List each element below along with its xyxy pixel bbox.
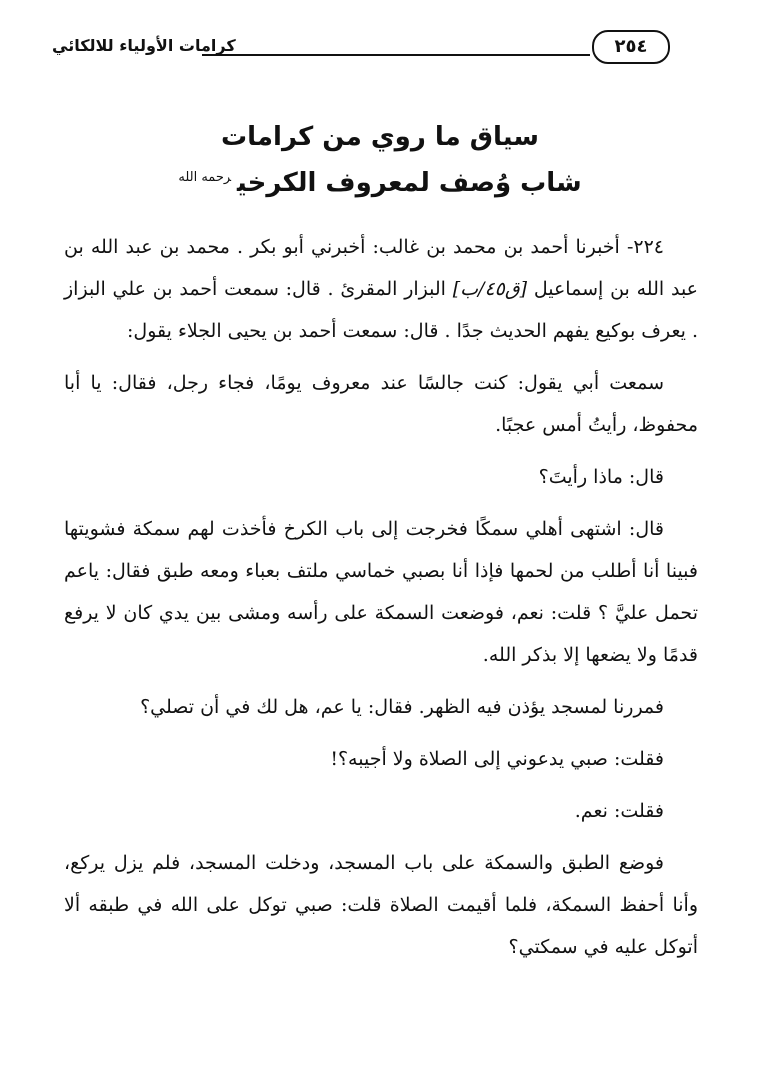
paragraph-4: قال: اشتهى أهلي سمكًا فخرجت إلى باب الكرخ فأخذت لهم سمكة فشويتها فبينا أنا أطلب من لحمها فإذا أنا بصبي خماسي ملتف بعباء ومعه طبق فقال: ياعم تحمل عليَّ ؟ قلت: نعم، فوضعت السمكة على رأسه ومشى بين يدي كان لا يرفع قدمًا ولا يضعها إلا بذكر الله. <box>64 518 698 666</box>
body-text <box>64 226 698 978</box>
section-title-line-1-text: سياق ما روي من كرامات <box>221 122 539 152</box>
section-title-line-1 <box>60 122 700 152</box>
paragraph-isnad-part-1: ٢٢٤- أخبرنا أحمد بن محمد بن غالب: أخبرني أبو بكر . محمد بن عبد الله بن عبد الله بن إسماعيل <box>64 236 699 300</box>
paragraph-7: فقلت: نعم. <box>574 800 664 822</box>
paragraph-isnad-part-2: البزار المقرئ . قال: سمعت أحمد بن علي البزاز . يعرف بوكيع يفهم الحديث جدًا . قال: سمعت أحمد بن يحيى الجلاء يقول: <box>64 278 698 342</box>
manuscript-reference: [ق٤٥/ب] <box>452 278 528 300</box>
running-header <box>52 30 670 70</box>
section-title-line-2-text: شاب وُصف لمعروف الكرخي <box>237 168 582 198</box>
paragraph-6: فقلت: صبي يدعوني إلى الصلاة ولا أجيبه؟! <box>330 748 664 770</box>
paragraph-isnad <box>64 226 698 352</box>
honorific-mark: رحمه الله <box>178 170 232 186</box>
paragraph-3: قال: ماذا رأيتَ؟ <box>538 466 664 488</box>
paragraph-8: فوضع الطبق والسمكة على باب المسجد، ودخلت المسجد، فلم يزل يركع، وأنا أحفظ السمكة، فلما أقيمت الصلاة قلت: صبي توكل على الله في طبقه ألا أتوكل عليه في سمكتي؟ <box>64 852 698 958</box>
paragraph-2: سمعت أبي يقول: كنت جالسًا عند معروف يومًا، فجاء رجل، فقال: يا أبا محفوظ، رأيتُ أمس عجبًا. <box>64 372 698 436</box>
section-title-line-2 <box>60 168 700 198</box>
header-rule <box>202 54 590 56</box>
paragraph-5: فمررنا لمسجد يؤذن فيه الظهر. فقال: يا عم، هل لك في أن تصلي؟ <box>140 696 664 718</box>
book-title: كرامات الأولياء للالكائي <box>52 36 236 55</box>
page-number: ٢٥٤ <box>592 30 670 64</box>
